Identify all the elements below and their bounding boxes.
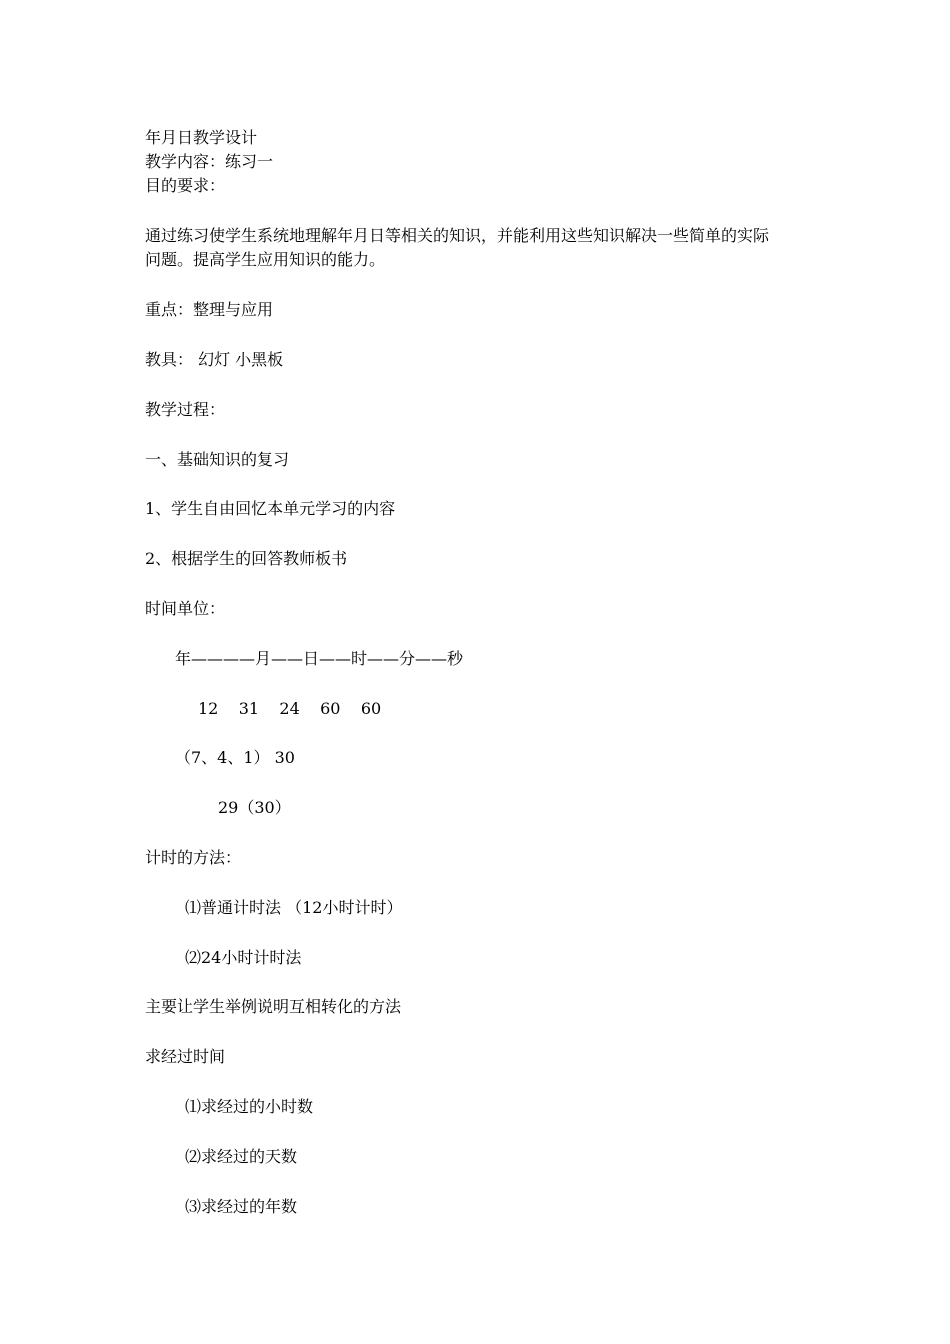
- elapsed-days: ⑵求经过的天数: [185, 1147, 298, 1166]
- timing-method-1: ⑴普通计时法 （12小时计时）: [185, 898, 403, 917]
- february-note: 29（30）: [218, 798, 291, 817]
- time-units-chain: 年————月——日——时——分——秒: [175, 649, 464, 668]
- step-2: 2、根据学生的回答教师板书: [145, 549, 348, 568]
- process-heading: 教学过程：: [145, 400, 226, 419]
- purpose-text-line-1: 通过练习使学生系统地理解年月日等相关的知识，并能利用这些知识解决一些简单的实际: [145, 226, 770, 245]
- step-1: 1、学生自由回忆本单元学习的内容: [145, 499, 396, 518]
- key-point: 重点：整理与应用: [145, 300, 274, 319]
- elapsed-hours: ⑴求经过的小时数: [185, 1097, 314, 1116]
- teaching-tools: 教具： 幻灯 小黑板: [145, 350, 284, 369]
- time-unit-heading: 时间单位：: [145, 599, 226, 618]
- timing-method-2: ⑵24小时计时法: [185, 948, 302, 967]
- purpose-heading: 目的要求：: [145, 176, 226, 195]
- elapsed-time-heading: 求经过时间: [145, 1047, 226, 1066]
- teaching-content: 教学内容：练习一: [145, 152, 274, 171]
- conversion-values: 12 31 24 60 60: [198, 699, 382, 718]
- timing-method-heading: 计时的方法：: [145, 848, 242, 867]
- section-heading-1: 一、基础知识的复习: [145, 450, 290, 469]
- document-title: 年月日教学设计: [145, 128, 258, 147]
- elapsed-years: ⑶求经过的年数: [185, 1197, 298, 1216]
- months-note: （7、4、1） 30: [175, 748, 295, 767]
- purpose-text-line-2: 问题。提高学生应用知识的能力。: [145, 250, 386, 269]
- conversion-note: 主要让学生举例说明互相转化的方法: [145, 997, 402, 1016]
